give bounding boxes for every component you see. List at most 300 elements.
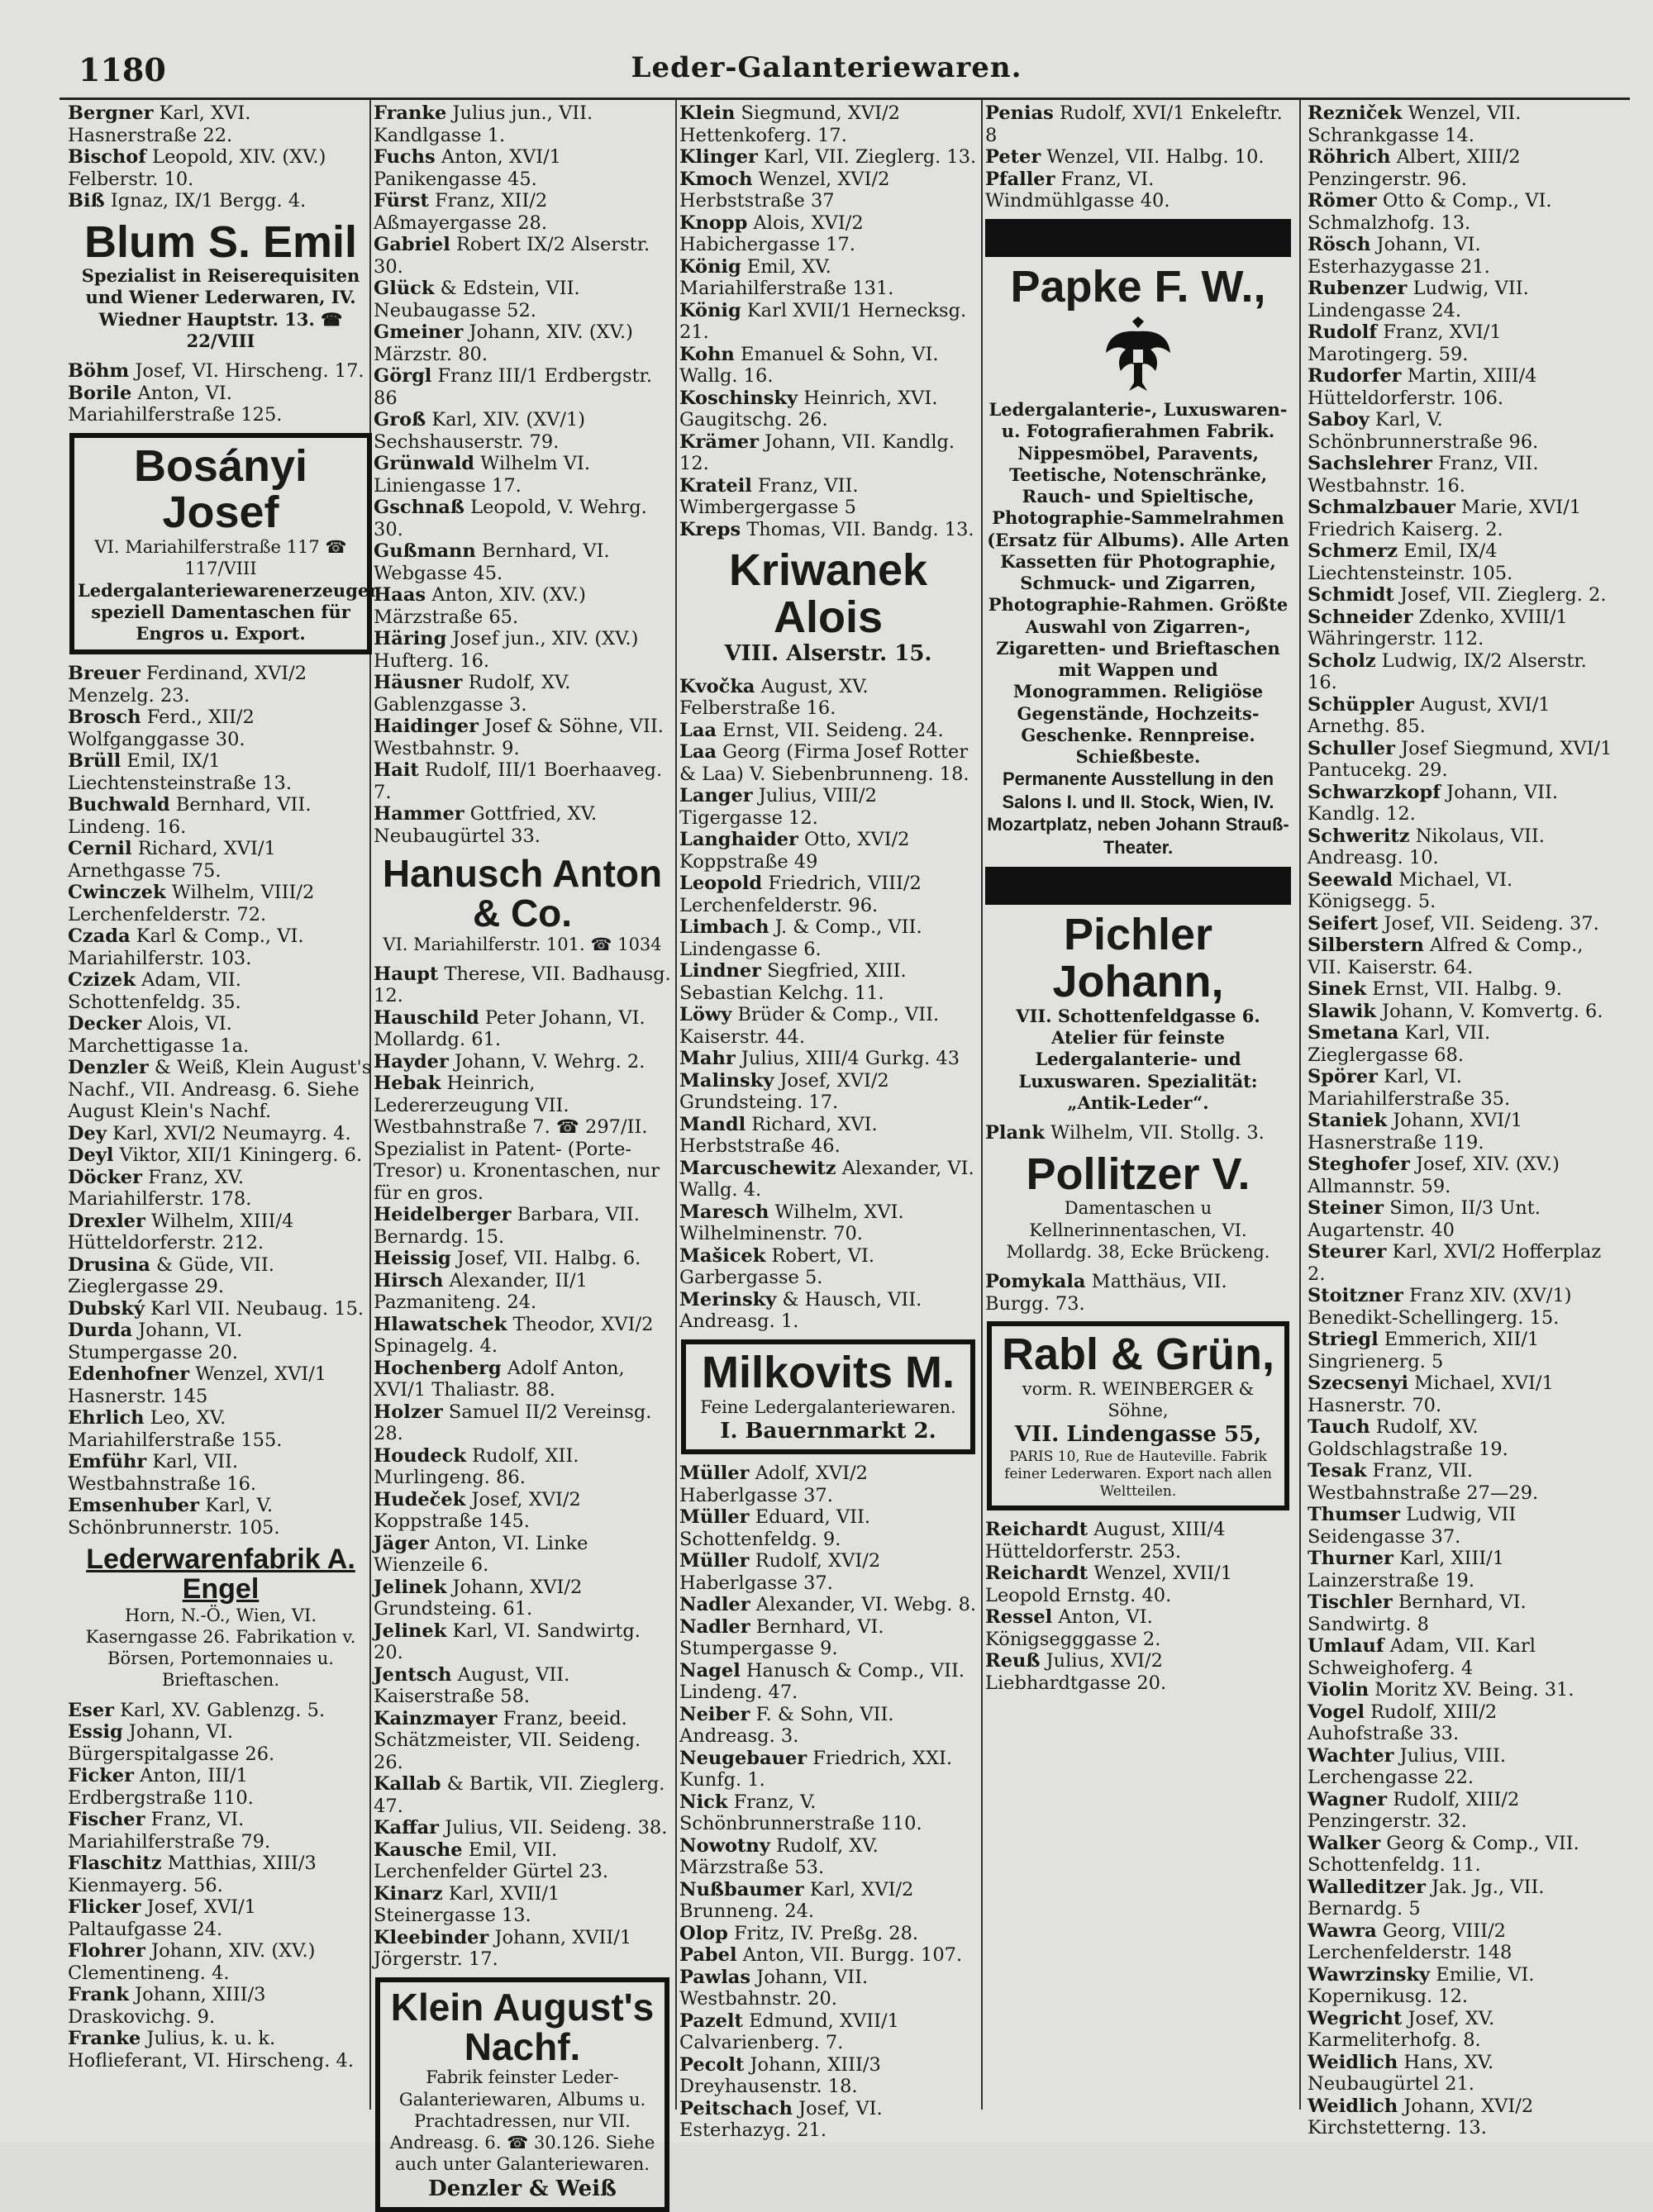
list-entry <box>679 300 977 344</box>
advertisement <box>987 1151 1289 1263</box>
entry-name: Szecsenyi <box>1308 1372 1409 1394</box>
list-entry <box>68 383 374 426</box>
list-entry <box>679 1967 977 2010</box>
entry-name: Haidinger <box>374 716 479 737</box>
ad-slogan: I. Bauernmarkt 2. <box>720 1418 936 1444</box>
entry-address: Emil, IX/1 Liechtensteinstraße 13. <box>68 750 293 794</box>
entry-name: Langer <box>679 785 753 807</box>
entry-address: Eduard, VII. Schottenfeldg. 9. <box>679 1506 871 1550</box>
entry-name: Franke <box>374 102 447 124</box>
entry-name: Döcker <box>68 1166 142 1188</box>
ad-heading: Milkovits M. <box>701 1347 955 1397</box>
entry-name: Heissig <box>374 1248 451 1270</box>
entry-name: Reuß <box>985 1650 1041 1672</box>
column-divider <box>1299 99 1301 2110</box>
entry-address: Siegmund, XVI/2 Hettenkoferg. 17. <box>679 102 900 146</box>
list-entry <box>374 278 671 321</box>
list-entry <box>68 1298 374 1320</box>
entry-name: Jäger <box>374 1532 430 1554</box>
entry-name: Durda <box>68 1320 133 1342</box>
entry-name: Wegricht <box>1308 2007 1403 2029</box>
entry-address: Georg (Firma Josef Rotter & Laa) V. Siebenbrunneng. 18. <box>679 741 969 785</box>
entry-address: Fritz, IV. Preßg. 28. <box>734 1922 919 1944</box>
entry-address: Therese, VII. Badhausg. 12. <box>374 963 671 1007</box>
list-entry <box>374 409 671 453</box>
entry-address: Karl XVII/1 Hernecksg. 21. <box>679 299 967 343</box>
entry-name: Nowotny <box>679 1834 770 1857</box>
entry-name: Hlawatschek <box>374 1313 507 1335</box>
entry-name: Böhm <box>68 360 130 383</box>
entry-address: Josef & Söhne, VII. Westbahnstr. 9. <box>374 716 664 759</box>
entry-address: Karl, V. Schönbrunnerstr. 105. <box>68 1495 280 1539</box>
entry-address: Brüder & Comp., VII. Kaiserstr. 44. <box>679 1004 940 1048</box>
list-entry <box>679 720 977 742</box>
entry-address: Josef, XVI/2 Grundsteing. 17. <box>679 1069 889 1114</box>
entry-address: Wilhelm, XVI. Wilhelminenstr. 70. <box>679 1201 904 1245</box>
list-entry <box>1308 1154 1613 1197</box>
entry-address: Adam, VII. Schottenfeldg. 35. <box>68 969 241 1013</box>
ad-slogan: VII. Lindengasse 55, <box>1014 1422 1262 1448</box>
entry-name: Brüll <box>68 750 121 773</box>
entry-address: Julius, VIII/2 Tigergasse 12. <box>679 785 877 829</box>
entry-address: Otto & Comp., VI. Schmalzhofg. 13. <box>1308 190 1552 234</box>
entry-address: Johann, XVI/2 Kirchstetterng. 13. <box>1308 2095 1534 2138</box>
ad-text: VI. Mariahilferstr. 101. ☎ 1034 <box>383 934 662 954</box>
entry-name: Pecolt <box>679 2053 745 2076</box>
entry-name: Denzler <box>68 1057 149 1079</box>
entry-name: Jentsch <box>374 1663 452 1686</box>
list-entry <box>985 1563 1291 1606</box>
entry-name: Knopp <box>679 212 748 234</box>
entry-name: Langhaider <box>679 829 798 851</box>
entry-address: Ferdinand, XVI/2 Menzelg. 23. <box>68 663 307 706</box>
entry-address: Josef, VI. Hirscheng. 17. <box>135 360 364 383</box>
list-entry <box>374 1839 671 1883</box>
entry-name: Lindner <box>679 960 761 982</box>
list-entry <box>679 1004 977 1048</box>
list-entry <box>68 1809 374 1853</box>
entry-address: Wilhelm, XIII/4 Hütteldorferstr. 212. <box>68 1210 294 1254</box>
entry-name: Gabriel <box>374 234 450 255</box>
entry-name: Heidelberger <box>374 1204 512 1226</box>
entry-name: Kainzmayer <box>374 1707 498 1729</box>
list-entry <box>1308 365 1613 409</box>
entry-name: Walleditzer <box>1308 1876 1426 1898</box>
entry-name: Römer <box>1308 190 1377 212</box>
list-entry <box>1308 1745 1613 1789</box>
entry-name: Rudolf <box>1308 321 1378 343</box>
entry-address: Rudolf, XII. Murlingeng. 86. <box>374 1444 579 1489</box>
entry-address: Josef, XV. Karmeliterhofg. 8. <box>1308 2007 1495 2051</box>
entry-name: Weidlich <box>1308 2095 1398 2117</box>
list-entry <box>679 212 977 256</box>
entry-name: Nußbaumer <box>679 1878 804 1900</box>
list-entry <box>374 1577 671 1620</box>
entry-address: Karl, VII. Zieglerg. 13. <box>764 146 977 168</box>
entry-address: Friedrich, XXI. Kunfg. 1. <box>679 1747 953 1791</box>
entry-address: Bernhard, VI. Sandwirtg. 8 <box>1308 1591 1527 1635</box>
entry-address: Bernhard, VI. Webgasse 45. <box>374 540 610 584</box>
entry-address: Josef, XVI/2 Koppstraße 145. <box>374 1488 581 1533</box>
list-entry <box>68 360 374 383</box>
entry-address: Karl, VI. Mariahilferstraße 35. <box>1308 1066 1511 1110</box>
entry-address: Johann, XIII/3 Draskovichg. 9. <box>68 1984 266 2028</box>
list-entry <box>68 1407 374 1451</box>
list-entry <box>68 146 374 190</box>
list-entry <box>679 1748 977 1791</box>
entry-address: Wenzel, VII. Halbg. 10. <box>1046 146 1265 168</box>
entry-address: Ernst, VII. Seideng. 24. <box>722 719 944 741</box>
entry-address: Rudolf, XIII/2 Penzingerstr. 32. <box>1308 1788 1520 1832</box>
list-entry <box>679 1158 977 1201</box>
header-rule <box>60 98 1630 100</box>
entry-name: Smetana <box>1308 1022 1399 1044</box>
entry-address: Wenzel, XVI/1 Hasnerstr. 145 <box>68 1363 327 1407</box>
entry-address: Ludwig, IX/2 Alserstr. 16. <box>1308 649 1587 693</box>
entry-name: Maresch <box>679 1201 769 1223</box>
list-entry <box>68 1853 374 1896</box>
list-entry <box>1308 694 1613 738</box>
list-entry <box>1308 1001 1613 1023</box>
entry-name: Tesak <box>1308 1460 1367 1482</box>
entry-name: Tischler <box>1308 1591 1393 1613</box>
entry-address: Karl, XVII/1 Steinergasse 13. <box>374 1882 560 1927</box>
entry-address: Wenzel, VII. Schrankgasse 14. <box>1308 102 1522 146</box>
entry-name: Flicker <box>68 1896 141 1919</box>
entry-name: Seifert <box>1308 912 1379 935</box>
entry-address: Josef, VI. Esterhazyg. 21. <box>679 2097 883 2142</box>
entry-address: Anton, XVI/1 Panikengasse 45. <box>374 146 562 190</box>
entry-address: Michael, VI. Königsegg. 5. <box>1308 868 1513 912</box>
entry-name: Violin <box>1308 1679 1370 1701</box>
entry-name: Klein <box>679 102 736 124</box>
list-entry <box>679 256 977 300</box>
list-entry <box>68 1167 374 1211</box>
list-entry <box>68 1495 374 1539</box>
entry-name: Seewald <box>1308 868 1393 891</box>
list-entry <box>1308 782 1613 825</box>
entry-address: Anton, VI. Mariahilferstraße 125. <box>68 382 283 426</box>
entry-address: Bernhard, VII. Lindeng. 16. <box>68 794 312 838</box>
entry-name: Fuchs <box>374 146 436 168</box>
entry-name: Frank <box>68 1984 129 2006</box>
list-entry <box>679 1944 977 1967</box>
entry-name: Kvočka <box>679 675 755 697</box>
entry-name: Wawra <box>1308 1919 1377 1942</box>
entry-address: Emil, XV. Mariahilferstraße 131. <box>679 255 894 299</box>
ad-slogan: Denzler & Weiß <box>428 2176 617 2201</box>
list-entry <box>679 1114 977 1158</box>
entry-name: Emführ <box>68 1451 147 1473</box>
entry-name: Hait <box>374 759 419 781</box>
entry-name: Czizek <box>68 969 136 992</box>
list-entry <box>374 1620 671 1664</box>
entry-name: Kohn <box>679 343 735 365</box>
entry-address: Albert, XIII/2 Penzingerstr. 96. <box>1308 146 1521 190</box>
entry-address: Johann, VI. Esterhazygasse 21. <box>1308 234 1490 278</box>
entry-address: Rudolf, III/1 Boerhaaveg. 7. <box>374 759 663 803</box>
column-3 <box>679 102 977 2142</box>
entry-name: Emsenhuber <box>68 1495 199 1517</box>
entry-address: Leo, XV. Mariahilferstraße 155. <box>68 1407 283 1451</box>
list-entry <box>679 388 977 431</box>
entry-address: Karl VII. Neubaug. 15. <box>150 1297 364 1320</box>
list-entry <box>1308 1241 1613 1285</box>
list-entry <box>985 1606 1291 1650</box>
entry-address: Martin, XIII/4 Hütteldorferstr. 106. <box>1308 365 1537 409</box>
list-entry <box>1308 278 1613 321</box>
entry-name: Drexler <box>68 1210 145 1232</box>
entry-address: Moritz XV. Being. 31. <box>1374 1679 1574 1701</box>
entry-name: Staniek <box>1308 1110 1388 1131</box>
entry-address: Karl, XVI/2 Brunneng. 24. <box>679 1878 914 1923</box>
list-entry <box>1308 1022 1613 1066</box>
list-entry <box>374 1314 671 1358</box>
entry-address: Franz XIV. (XV/1) Benedikt-Schellingerg. 15. <box>1308 1285 1572 1329</box>
entry-address: Zdenko, XVIII/1 Währingerstr. 112. <box>1308 606 1568 649</box>
entry-address: Richard, XVI/1 Arnethgasse 75. <box>68 838 276 882</box>
list-entry <box>1308 190 1613 234</box>
list-entry <box>985 169 1291 212</box>
list-entry <box>679 676 977 720</box>
list-entry <box>374 584 671 628</box>
entry-name: Weidlich <box>1308 2051 1398 2073</box>
list-entry <box>1308 825 1613 869</box>
list-entry <box>68 1144 374 1167</box>
list-entry <box>679 1923 977 1945</box>
entry-address: Rudolf, XVI/1 Enkeleftr. 8 <box>985 102 1283 146</box>
entry-address: & Güde, VII. Zieglergasse 29. <box>68 1253 274 1298</box>
entry-address: Jak. Jg., VII. Bernardg. 5 <box>1308 1876 1545 1919</box>
column-divider <box>981 99 983 2110</box>
entry-name: Koschinsky <box>679 387 798 409</box>
entry-name: Schweritz <box>1308 825 1410 847</box>
entry-address: Edmund, XVII/1 Calvarienberg. 7. <box>679 2010 899 2054</box>
entry-address: Peter Johann, VI. Mollardg. 61. <box>374 1006 645 1051</box>
list-entry <box>1308 1789 1613 1833</box>
entry-name: Sinek <box>1308 978 1367 1000</box>
ad-heading: Klein August's Nachf. <box>390 1985 655 2069</box>
entry-address: Anton, VII. Burgg. 107. <box>742 1944 963 1967</box>
list-entry <box>68 1013 374 1057</box>
entry-name: Schneider <box>1308 606 1413 628</box>
list-entry <box>1308 1066 1613 1110</box>
entry-name: Reichardt <box>985 1563 1089 1585</box>
list-entry <box>374 1883 671 1927</box>
entry-address: Bernhard, VI. Stumpergasse 9. <box>679 1615 884 1660</box>
entry-address: Johann, VII. Kandlg. 12. <box>679 431 955 474</box>
entry-address: Franz, XVI/1 Marotingerg. 59. <box>1308 321 1502 365</box>
list-entry <box>679 431 977 475</box>
list-entry <box>679 1660 977 1704</box>
list-entry <box>679 2098 977 2142</box>
list-entry <box>374 1533 671 1577</box>
entry-name: Flaschitz <box>68 1853 162 1875</box>
entry-name: Ehrlich <box>68 1407 145 1429</box>
list-entry <box>68 1984 374 2028</box>
entry-address: Adolf, XVI/2 Haberlgasse 37. <box>679 1463 868 1506</box>
entry-address: Viktor, XII/1 Kiningerg. 6. <box>119 1144 363 1167</box>
entry-address: Rudolf, XIII/2 Auhofstraße 33. <box>1308 1701 1498 1744</box>
entry-address: Johann, VII. Westbahnstr. 20. <box>679 1966 869 2010</box>
list-entry <box>679 475 977 519</box>
entry-name: Schmerz <box>1308 540 1398 562</box>
black-bar <box>985 867 1291 905</box>
entry-name: Rudorfer <box>1308 365 1402 387</box>
black-bar <box>985 219 1291 257</box>
list-entry <box>68 1700 374 1722</box>
entry-address: Johann, V. Wehrg. 2. <box>454 1050 645 1073</box>
entry-address: Julius, VII. Seideng. 38. <box>445 1817 668 1839</box>
list-entry <box>1308 2095 1613 2139</box>
list-entry <box>679 1245 977 1289</box>
column-5 <box>1308 102 1613 2138</box>
entry-name: Peitschach <box>679 2097 793 2119</box>
list-entry <box>68 2028 374 2072</box>
entry-address: Ernst, VII. Halbg. 9. <box>1372 978 1562 1000</box>
list-entry <box>1308 1964 1613 2008</box>
list-entry <box>1308 497 1613 540</box>
entry-address: J. & Comp., VII. Lindengasse 6. <box>679 916 922 960</box>
entry-name: Krämer <box>679 431 759 453</box>
entry-address: Alexander, VI. Webg. 8. <box>755 1594 977 1616</box>
entry-address: Alois, VI. Marchettigasse 1a. <box>68 1013 250 1057</box>
entry-name: Cernil <box>68 838 132 860</box>
entry-address: Rudolf, XV. Gablenzgasse 3. <box>374 672 571 716</box>
list-entry <box>679 102 977 146</box>
entry-address: Matthias, XIII/3 Kienmayerg. 56. <box>68 1853 317 1896</box>
list-entry <box>68 1896 374 1940</box>
ad-heading: Hanusch Anton & Co. <box>382 852 663 935</box>
ad-heading: Pollitzer V. <box>1026 1149 1250 1199</box>
ad-text: Damentaschen u Kellnerinnentaschen, VI. Mollardg. 38, Ecke Brückeng. <box>1006 1198 1270 1262</box>
list-entry <box>1308 409 1613 453</box>
entry-name: Leopold <box>679 873 763 895</box>
entry-name: Rubenzer <box>1308 278 1408 299</box>
entry-name: Spörer <box>1308 1066 1379 1087</box>
list-entry <box>679 2010 977 2054</box>
list-entry <box>679 1835 977 1879</box>
entry-address: Rudolf, XVI/2 Haberlgasse 37. <box>679 1550 881 1594</box>
entry-address: Johann, XVII/1 Jörgerstr. 17. <box>374 1926 632 1971</box>
entry-address: Matthäus, VII. Burgg. 73. <box>985 1271 1227 1315</box>
advertisement <box>987 261 1289 859</box>
entry-name: Hirsch <box>374 1269 444 1292</box>
entry-address: August, XIII/4 Hütteldorferstr. 253. <box>985 1519 1226 1563</box>
entry-address: Karl & Comp., VI. Mariahilferstr. 103. <box>68 925 304 969</box>
entry-name: Pabel <box>679 1944 737 1967</box>
ad-text: Feine Ledergalanteriewaren. <box>700 1396 956 1417</box>
entry-name: Dey <box>68 1122 107 1144</box>
entry-name: Umlauf <box>1308 1635 1384 1657</box>
list-entry <box>374 1401 671 1445</box>
list-entry <box>679 1594 977 1616</box>
list-entry <box>679 1463 977 1506</box>
entry-name: Sachslehrer <box>1308 453 1432 474</box>
entry-name: Gschnaß <box>374 497 464 518</box>
list-entry <box>679 873 977 916</box>
entry-address: Leopold, XIV. (XV.) Felberstr. 10. <box>68 146 326 190</box>
entry-name: Hayder <box>374 1050 449 1073</box>
list-entry <box>1308 1329 1613 1372</box>
list-entry <box>374 672 671 716</box>
list-entry <box>374 1445 671 1489</box>
entry-name: Scholz <box>1308 649 1376 672</box>
column-2 <box>374 102 671 2201</box>
list-entry <box>1308 146 1613 190</box>
list-entry <box>68 1320 374 1363</box>
entry-address: Josef, VII. Halbg. 6. <box>456 1248 641 1270</box>
entry-name: Mahr <box>679 1048 736 1070</box>
entry-name: Bischof <box>68 146 146 168</box>
entry-address: Nikolaus, VII. Andreasg. 10. <box>1308 825 1545 868</box>
list-entry <box>1308 1920 1613 1964</box>
entry-address: Julius, k. u. k. Hoflieferant, VI. Hirscheng. 4. <box>68 2028 354 2072</box>
list-entry <box>374 234 671 278</box>
list-entry <box>374 453 671 497</box>
list-entry <box>1308 1679 1613 1701</box>
list-entry <box>68 969 374 1013</box>
list-entry <box>679 1550 977 1594</box>
entry-address: Marie, XVI/1 Friedrich Kaiserg. 2. <box>1308 497 1582 540</box>
entry-name: Rezniček <box>1308 102 1403 124</box>
entry-name: Glück <box>374 278 435 299</box>
entry-name: Nadler <box>679 1594 750 1616</box>
entry-name: Görgl <box>374 365 432 387</box>
entry-address: August, XVI/1 Arnethg. 85. <box>1308 693 1551 737</box>
list-entry <box>1308 453 1613 497</box>
entry-name: Müller <box>679 1463 750 1485</box>
ad-heading: Lederwarenfabrik A. Engel <box>86 1544 355 1605</box>
entry-address: & Edstein, VII. Neubaugasse 52. <box>374 278 580 321</box>
list-entry <box>374 1007 671 1051</box>
entry-name: Haas <box>374 584 426 606</box>
entry-address: Hanusch & Comp., VII. Lindeng. 47. <box>679 1659 965 1704</box>
entry-address: Karl, XIII/1 Lainzerstraße 19. <box>1308 1548 1505 1591</box>
list-entry <box>1308 1701 1613 1745</box>
entry-address: Franz, XV. Mariahilferstr. 178. <box>68 1166 252 1211</box>
entry-name: Pfaller <box>985 168 1055 190</box>
entry-address: Hans, XV. Neubaugürtel 21. <box>1308 2051 1494 2095</box>
advertisement <box>375 1977 669 2212</box>
entry-address: Anton, III/1 Erdbergstraße 110. <box>68 1765 254 1809</box>
entry-address: Johann, XIV. (XV.) Clementineng. 4. <box>68 1940 316 1984</box>
entry-address: Anton, VI. Linke Wienzeile 6. <box>374 1532 588 1577</box>
list-entry <box>374 1358 671 1401</box>
page-title: Leder-Galanteriewaren. <box>631 51 1022 84</box>
list-entry <box>68 190 374 212</box>
entry-name: Vogel <box>1308 1701 1365 1723</box>
entry-address: Karl, VII. Zieglergasse 68. <box>1308 1022 1491 1066</box>
entry-name: Penias <box>985 102 1054 124</box>
ad-heading: Papke F. W., <box>1010 261 1266 312</box>
list-entry <box>679 169 977 212</box>
advertisement <box>681 547 975 668</box>
list-entry <box>679 344 977 388</box>
entry-address: Thomas, VII. Bandg. 13. <box>746 518 974 540</box>
list-entry <box>68 750 374 794</box>
entry-address: Leopold, V. Wehrg. 30. <box>374 497 647 540</box>
list-entry <box>985 102 1291 146</box>
ad-text: vorm. R. WEINBERGER & Söhne, <box>1022 1378 1255 1420</box>
list-entry <box>1308 1460 1613 1504</box>
entry-name: Mašicek <box>679 1244 766 1267</box>
entry-address: Anton, XIV. (XV.) Märzstraße 65. <box>374 584 586 628</box>
entry-address: August, XV. Felberstraße 16. <box>679 675 869 720</box>
entry-address: Karl, XVI/2 Neumayrg. 4. <box>112 1122 351 1144</box>
list-entry <box>374 1051 671 1073</box>
entry-name: Kinarz <box>374 1882 443 1905</box>
